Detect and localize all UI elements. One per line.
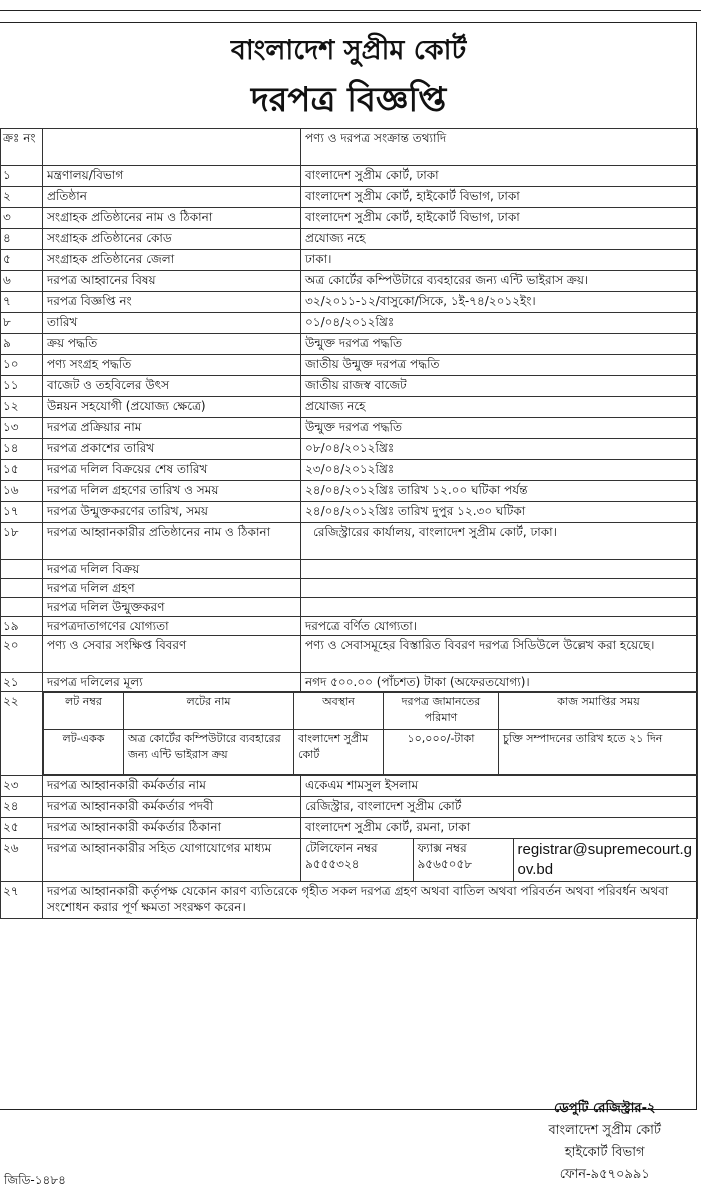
row-label: দরপত্র দলিল গ্রহণের তারিখ ও সময় <box>43 481 301 502</box>
row-label: দরপত্র প্রকাশের তারিখ <box>43 439 301 460</box>
fax-label: ফ্যাক্স নম্বর <box>417 841 467 855</box>
table-row <box>1 439 698 460</box>
row-value: ২৩/০৪/২০১২খ্রিঃ <box>301 460 698 481</box>
row-label: দরপত্রদাতাগণের যোগ্যতা <box>43 617 301 636</box>
row-value: ০৮/০৪/২০১২খ্রিঃ <box>301 439 698 460</box>
lot-table <box>43 692 698 775</box>
table-header-row <box>1 129 698 166</box>
gd-number: জিডি-১৪৮৪ <box>4 1173 66 1187</box>
lot-row <box>1 692 698 776</box>
row-label: দরপত্র আহ্বানকারী কর্মকর্তার ঠিকানা <box>43 818 301 839</box>
row-label: মন্ত্রণালয়/বিভাগ <box>43 166 301 187</box>
serial: ১৯ <box>1 617 43 636</box>
row-value: বাংলাদেশ সুপ্রীম কোর্ট, হাইকোর্ট বিভাগ, ঢাকা <box>301 208 698 229</box>
row-value: প্রযোজ্য নহে <box>301 397 698 418</box>
row-label: প্রতিষ্ঠান <box>43 187 301 208</box>
table-row <box>1 313 698 334</box>
row-label: দরপত্র আহ্বানের বিষয় <box>43 271 301 292</box>
row-value: একেএম শামসুল ইসলাম <box>301 776 698 797</box>
lot-name: অত্র কোর্টের কম্পিউটারে ব্যবহারের জন্য এন্টি ভাইরাস ক্রয় <box>124 730 294 775</box>
label-header <box>43 129 301 166</box>
row-value: অত্র কোর্টের কম্পিউটারে ব্যবহারের জন্য এন্টি ভাইরাস ক্রয়। <box>301 271 698 292</box>
row-label: দরপত্র উন্মুক্তকরণের তারিখ, সময় <box>43 502 301 523</box>
table-row <box>1 560 698 579</box>
signature-block <box>548 1098 661 1186</box>
row-value: ৩২/২০১১-১২/বাসুকো/সিকে, ১ই-৭৪/২০১২ইং। <box>301 292 698 313</box>
row-label: দরপত্র দলিল বিক্রয়ের শেষ তারিখ <box>43 460 301 481</box>
serial-header: ক্রঃ নং <box>1 129 43 166</box>
court-title: বাংলাদেশ সুপ্রীম কোর্ট <box>230 35 467 66</box>
contact-row <box>1 839 698 882</box>
row-value: প্রযোজ্য নহে <box>301 229 698 250</box>
row-label: তারিখ <box>43 313 301 334</box>
serial: ১০ <box>1 355 43 376</box>
table-row <box>1 229 698 250</box>
serial: ২৬ <box>1 839 43 882</box>
row-label: দরপত্র দলিল বিক্রয় <box>43 560 301 579</box>
row-value: পণ্য ও সেবাসমূহের বিস্তারিত বিবরণ দরপত্র সিডিউলে উল্লেখ করা হয়েছে। <box>301 636 698 673</box>
table-row <box>1 673 698 692</box>
table-row <box>1 250 698 271</box>
table-row <box>1 776 698 797</box>
signatory-phone: ফোন-৯৫৭০৯৯১ <box>559 1167 650 1182</box>
serial: ১৭ <box>1 502 43 523</box>
serial: ২২ <box>1 692 43 776</box>
serial: ৮ <box>1 313 43 334</box>
row-label: দরপত্র দলিল উন্মুক্তকরণ <box>43 598 301 617</box>
table-row <box>1 617 698 636</box>
table-row <box>1 502 698 523</box>
serial: ৩ <box>1 208 43 229</box>
row-value: জাতীয় উন্মুক্ত দরপত্র পদ্ধতি <box>301 355 698 376</box>
row-label: দরপত্র প্রক্রিয়ার নাম <box>43 418 301 439</box>
serial: ৪ <box>1 229 43 250</box>
serial: ১৪ <box>1 439 43 460</box>
table-row <box>1 636 698 673</box>
table-row <box>1 481 698 502</box>
row-label: ক্রয় পদ্ধতি <box>43 334 301 355</box>
lot-no-header: লট নম্বর <box>44 693 124 730</box>
phone-label: টেলিফোন নম্বর <box>305 841 378 855</box>
table-row <box>1 271 698 292</box>
top-rule <box>0 10 701 11</box>
signatory-title: ডেপুটি রেজিস্ট্রার-২ <box>554 1101 656 1116</box>
security-header: দরপত্র জামানতের পরিমাণ <box>384 693 499 730</box>
table-row <box>1 797 698 818</box>
contact-table <box>301 839 698 881</box>
table-row <box>1 334 698 355</box>
row-value: উন্মুক্ত দরপত্র পদ্ধতি <box>301 418 698 439</box>
tender-table <box>0 128 698 919</box>
table-row <box>1 418 698 439</box>
serial: ১৫ <box>1 460 43 481</box>
row-label: পণ্য সংগ্রহ পদ্ধতি <box>43 355 301 376</box>
signatory-org: বাংলাদেশ সুপ্রীম কোর্ট <box>548 1123 661 1138</box>
lot-name-header: লটের নাম <box>124 693 294 730</box>
row-label: সংগ্রাহক প্রতিষ্ঠানের কোড <box>43 229 301 250</box>
serial: ৬ <box>1 271 43 292</box>
serial: ৭ <box>1 292 43 313</box>
row-label: দরপত্র আহ্বানকারীর প্রতিষ্ঠানের নাম ও ঠিকানা <box>43 523 301 560</box>
table-row <box>1 292 698 313</box>
table-row <box>1 579 698 598</box>
table-row <box>1 397 698 418</box>
table-row <box>1 460 698 481</box>
phone-number: ৯৫৫৫৩২৪ <box>305 857 360 871</box>
row-label: দরপত্র আহ্বানকারীর সহিত যোগাযোগের মাধ্যম <box>43 839 301 882</box>
serial: ২০ <box>1 636 43 673</box>
row-value: বাংলাদেশ সুপ্রীম কোর্ট, হাইকোর্ট বিভাগ, ঢাকা <box>301 187 698 208</box>
serial: ৯ <box>1 334 43 355</box>
serial: ১১ <box>1 376 43 397</box>
serial: ২৭ <box>1 882 43 919</box>
table-row <box>1 166 698 187</box>
table-row <box>1 818 698 839</box>
row-value: জাতীয় রাজস্ব বাজেট <box>301 376 698 397</box>
row-label: বাজেট ও তহবিলের উৎস <box>43 376 301 397</box>
row-label: দরপত্র দলিল গ্রহণ <box>43 579 301 598</box>
info-header: পণ্য ও দরপত্র সংক্রান্ত তথ্যাদি <box>301 129 698 166</box>
row-label: দরপত্র আহ্বানকারী কর্মকর্তার নাম <box>43 776 301 797</box>
table-row <box>1 355 698 376</box>
serial: ২৪ <box>1 797 43 818</box>
serial: ২৫ <box>1 818 43 839</box>
lot-no: লট-একক <box>44 730 124 775</box>
lot-completion: চুক্তি সম্পাদনের তারিখ হতে ২১ দিন <box>499 730 698 775</box>
table-row <box>1 376 698 397</box>
reservation-clause: দরপত্র আহ্বানকারী কর্তৃপক্ষ যেকোন কারণ ব্যতিরেকে গৃহীত সকল দরপত্র গ্রহণ অথবা বাতিল অথবা পরিবর্তন অথবা পরিবর্ধন অথবা সংশোধন করার পূর্ণ ক্ষমতা সংরক্ষণ করেন। <box>43 882 698 919</box>
fax-number: ৯৫৬৫০৫৮ <box>417 857 473 871</box>
email-address[interactable]: registrar@supremecourt.gov.bd <box>517 841 692 878</box>
row-value: দরপত্রে বর্ণিত যোগ্যতা। <box>301 617 698 636</box>
row-label: দরপত্র দলিলের মূল্য <box>43 673 301 692</box>
row-label: দরপত্র আহ্বানকারী কর্মকর্তার পদবী <box>43 797 301 818</box>
serial: ২ <box>1 187 43 208</box>
serial: ২৩ <box>1 776 43 797</box>
serial: ২১ <box>1 673 43 692</box>
row-value: ২৪/০৪/২০১২খ্রিঃ তারিখ দুপুর ১২.৩০ ঘটিকা <box>301 502 698 523</box>
row-label: উন্নয়ন সহযোগী (প্রযোজ্য ক্ষেত্রে) <box>43 397 301 418</box>
table-row <box>1 187 698 208</box>
location-header: অবস্থান <box>294 693 384 730</box>
serial: ১৩ <box>1 418 43 439</box>
table-row <box>1 882 698 919</box>
row-label: পণ্য ও সেবার সংক্ষিপ্ত বিবরণ <box>43 636 301 673</box>
row-value: ২৪/০৪/২০১২খ্রিঃ তারিখ ১২.০০ ঘটিকা পর্যন্ত <box>301 481 698 502</box>
serial: ১ <box>1 166 43 187</box>
row-value: উন্মুক্ত দরপত্র পদ্ধতি <box>301 334 698 355</box>
row-label: দরপত্র বিজ্ঞপ্তি নং <box>43 292 301 313</box>
rows-group-a <box>1 166 698 523</box>
rows-group-b <box>1 776 698 839</box>
serial: ৫ <box>1 250 43 271</box>
signatory-division: হাইকোর্ট বিভাগ <box>564 1145 645 1160</box>
row-value: রেজিস্ট্রারের কার্যালয়, বাংলাদেশ সুপ্রীম কোর্ট, ঢাকা। <box>301 523 698 560</box>
row-label: সংগ্রাহক প্রতিষ্ঠানের জেলা <box>43 250 301 271</box>
completion-header: কাজ সমাপ্তির সময় <box>499 693 698 730</box>
row-value: নগদ ৫০০.০০ (পাঁচশত) টাকা (অফেরতযোগ্য)। <box>301 673 698 692</box>
lot-security: ১০,০০০/-টাকা <box>384 730 499 775</box>
serial: ১৮ <box>1 523 43 560</box>
row-value: ০১/০৪/২০১২খ্রিঃ <box>301 313 698 334</box>
table-row <box>1 208 698 229</box>
row-value: রেজিস্ট্রার, বাংলাদেশ সুপ্রীম কোর্ট <box>301 797 698 818</box>
row-label: সংগ্রাহক প্রতিষ্ঠানের নাম ও ঠিকানা <box>43 208 301 229</box>
lot-location: বাংলাদেশ সুপ্রীম কোর্ট <box>294 730 384 775</box>
row-value: ঢাকা। <box>301 250 698 271</box>
row-value: বাংলাদেশ সুপ্রীম কোর্ট, রমনা, ঢাকা <box>301 818 698 839</box>
serial: ১৬ <box>1 481 43 502</box>
row-value: বাংলাদেশ সুপ্রীম কোর্ট, ঢাকা <box>301 166 698 187</box>
notice-title: দরপত্র বিজ্ঞপ্তি <box>250 80 447 120</box>
serial: ১২ <box>1 397 43 418</box>
table-row <box>1 523 698 560</box>
table-row <box>1 598 698 617</box>
